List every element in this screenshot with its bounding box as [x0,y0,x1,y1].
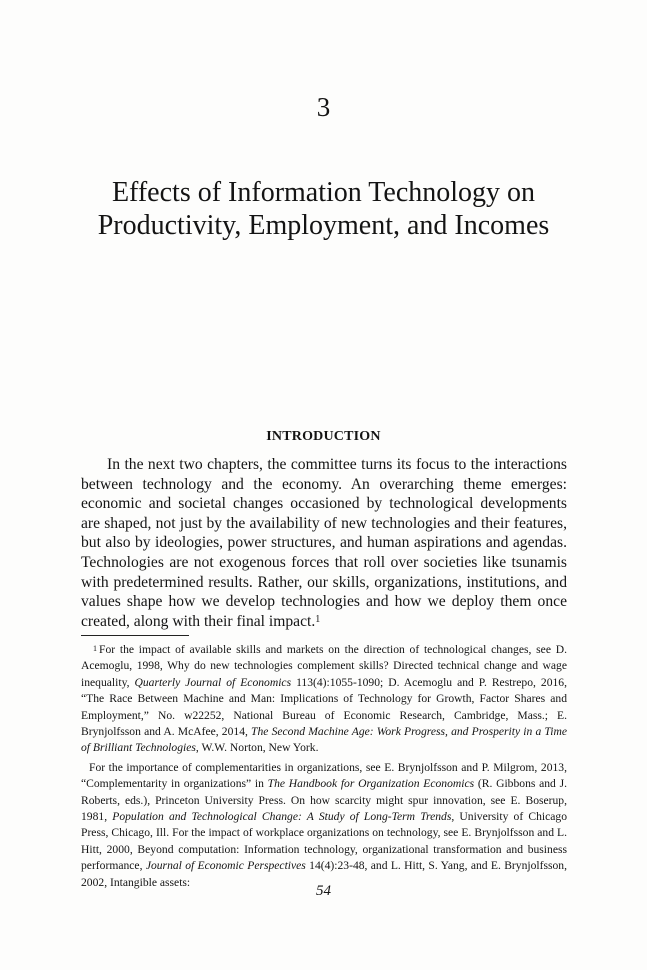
footnote-2-text-cont: (R. Gibbons and J. Roberts, eds.), Princeton University Press. On how scarcity might spur innovation, see E. Boserup, 1981, [81,777,568,824]
footnote-1-text-cont: 113(4):1055-1090; D. Acemoglu and P. Restrepo, 2016, “The Race Between Machine and Man: Implications of Technology for Growth, Factor Shares and Employment,” No. w22252, National Bureau of Economic Research, Cambridge, Mass.; E. Brynjolfsson and A. McAfee, 2014, [81,675,567,739]
footnote-2-text: For the importance of complementarities in organizations, see E. Brynjolfsson and P. Milgrom, 2013, “Complementarity in organizations” in [81,760,567,791]
chapter-title [40,176,607,242]
footnote-1 [81,642,567,757]
page-number: 54 [316,883,331,899]
footnote-2-text-end: 14(4):23-48, and L. Hitt, S. Yang, and E. Brynjolfsson, 2002, Intangible assets: [81,859,567,889]
footnotes [81,642,567,894]
footnote-1-continued [81,760,567,891]
footnote-1-mark: 1 [93,644,97,653]
body-paragraph-text: In the next two chapters, the committee turns its focus to the interactions between technology and the economy. An overarching theme emerges: economic and societal changes occasioned by technological developments are shaped, not just by the availability of new technologies and their features, but also by ideologies, power structures, and human aspirations and agendas. Technologies are not exogenous forces that roll over societies like tsunamis with predetermined results. Rather, our skills, organizations, institutions, and values shape how we develop technologies and how we deploy them once created, along with their final impact. [81,456,567,630]
footnote-1-journal: Quarterly Journal of Economics [134,675,292,689]
footnote-2-book-title: Population and Technological Change: A Study of Long-Term Trends [112,810,452,824]
section-heading: INTRODUCTION [266,429,381,444]
chapter-title-line-1: Effects of Information Technology on [111,177,536,208]
footnote-2-text-cont-2: , University of Chicago Press, Chicago, Ill. For the impact of workplace organizations on technology, see E. Brynjolfsson and L. Hitt, 2000, Beyond computation: Information technology, organizational transformation and business performance, [81,810,567,873]
chapter-title-line-2: Productivity, Employment, and Incomes [97,210,550,241]
footnote-2-handbook-title: The Handbook for Organization Economics [267,777,475,791]
body-paragraph [81,455,567,631]
footnote-1-publisher: , W.W. Norton, New York. [195,741,319,755]
footnote-2-journal: Journal of Economic Perspectives [145,859,306,873]
chapter-number: 3 [316,92,331,122]
footnote-divider [81,635,189,636]
footnote-1-text: For the impact of available skills and markets on the direction of technological changes, see D. Acemoglu, 1998, Why do new technologies complement skills? Directed technical change and wage inequality, [81,643,567,689]
footnote-reference[interactable]: 1 [315,613,321,625]
footnote-1-book-title: The Second Machine Age: Work Progress, and Prosperity in a Time of Brilliant Technologies [81,725,567,755]
